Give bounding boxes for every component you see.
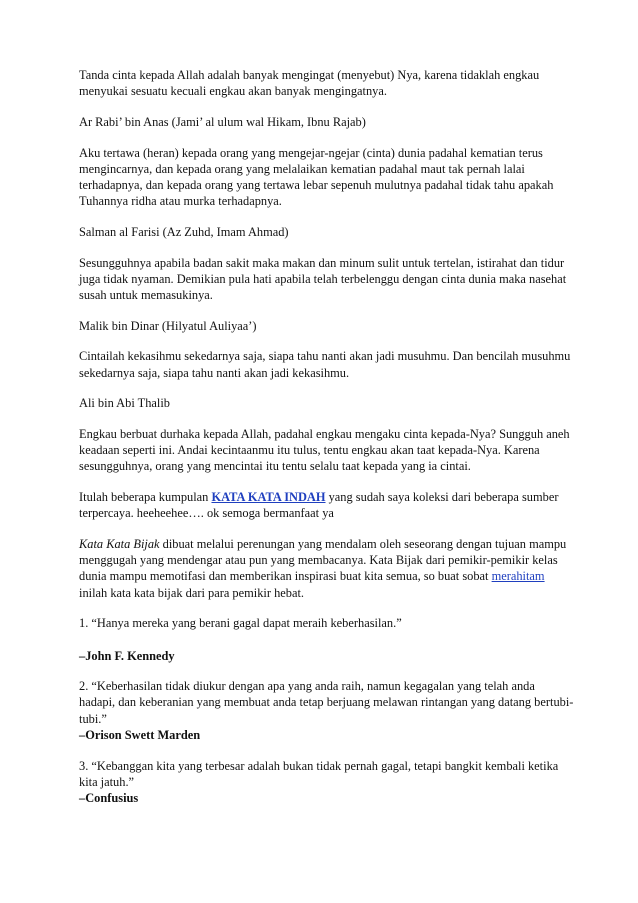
document-body [79,67,574,821]
kata-kata-indah-link[interactable]: KATA KATA INDAH [211,490,326,505]
paragraph-love-of-allah: Tanda cinta kepada Allah adalah banyak mengingat (menyebut) Nya, karena tidaklah engkau menyukai sesuatu kecuali engkau akan banyak mengingatnya. [79,68,540,99]
source-malik: Malik bin Dinar (Hilyatul Auliyaa’) [79,318,257,333]
quote-3-text: 3. “Kebanggan kita yang terbesar adalah bukan tidak pernah gagal, tetapi bangkit kembali ketika kita jatuh.” [79,758,559,789]
kata-bijak-italic: Kata Kata Bijak [79,537,160,552]
intro-text-after: yang sudah saya koleksi dari beberapa sumber terpercaya. heeheehee…. ok semoga bermanfaat ya [79,490,559,521]
quote-2-author: –Orison Swett Marden [79,727,201,742]
quote-3 [79,758,574,807]
intro-text-before: Itulah beberapa kumpulan [79,490,212,505]
source-ali: Ali bin Abi Thalib [79,396,170,411]
paragraph-love-moderately: Cintailah kekasihmu sekedarnya saja, siapa tahu nanti akan jadi musuhmu. Dan bencilah musuhmu sekedarnya saja, siapa tahu nanti akan jadi kekasihmu. [79,349,571,380]
paragraph-sick-body: Sesungguhnya apabila badan sakit maka makan dan minum sulit untuk tertelan, istirahat dan tidur juga tidak nyaman. Demikian pula hati apabila telah terbelenggu dengan cinta dunia maka nasehat susah untuk memasukinya. [79,255,567,303]
bijak-text-before: dibuat melalui perenungan yang mendalam oleh seseorang dengan tujuan mampu menggugah yang mendengar atau pun yang membacanya. Kata Bijak dari pemikir-pemikir kelas dunia mampu memotifasi dan memberikan inspirasi buat kita semua, so buat sobat [79,537,567,584]
quote-3-author: –Confusius [79,791,139,805]
paragraph-laughing: Aku tertawa (heran) kepada orang yang mengejar-ngejar (cinta) dunia padahal kematian terus mengincarnya, dan kepada orang yang melalaikan kematian padahal maut tak pernah lalai terhadapnya, dan kepada orang yang tertawa lebar sepenuh mulutnya padahal tidak tahu apakah Tuhannya ridha atau murka terhadapnya. [79,145,554,209]
merahitam-link[interactable]: merahitam [491,569,545,584]
paragraph-intro [79,489,574,521]
source-salman: Salman al Farisi (Az Zuhd, Imam Ahmad) [79,224,289,239]
quote-1-text: 1. “Hanya mereka yang berani gagal dapat meraih keberhasilan.” [79,616,402,631]
quote-2-text: 2. “Keberhasilan tidak diukur dengan apa yang anda raih, namun kegagalan yang telah anda hadapi, dan keberanian yang membuat anda tetap berjuang melawan rintangan yang datang bertubi-tubi.” [79,679,574,726]
quote-2 [79,678,574,743]
source-ar-rabi: Ar Rabi’ bin Anas (Jami’ al ulum wal Hikam, Ibnu Rajab) [79,114,366,129]
paragraph-kata-bijak [79,536,574,601]
quote-1-author: –John F. Kennedy [79,648,175,663]
bijak-text-after: inilah kata kata bijak dari para pemikir hebat. [79,585,305,600]
paragraph-disobedience: Engkau berbuat durhaka kepada Allah, padahal engkau mengaku cinta kepada-Nya? Sungguh aneh keadaan seperti ini. Andai kecintaanmu itu tulus, tentu engkau akan taat kepada-Nya. Karena sesungguhnya, orang yang mencintai itu tentu selalu taat kepada yang ia cintai. [79,427,570,474]
